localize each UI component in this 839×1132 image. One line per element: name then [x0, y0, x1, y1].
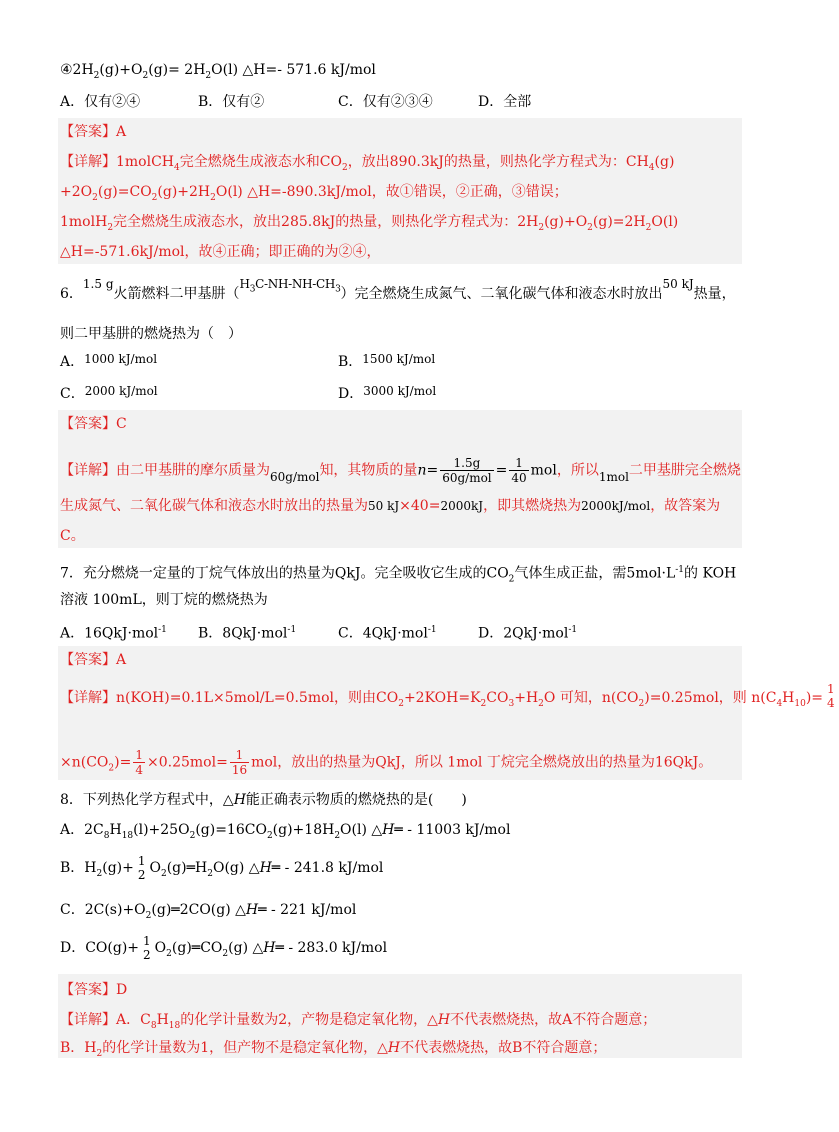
q7-option-c: C．4QkJ·mol$^{-1}$	[338, 625, 437, 642]
q7-option-a: A．16QkJ·mol$^{-1}$	[60, 625, 167, 642]
q8-option-b: B．$H_2(g)+$ 1 2 $O_2(g)═H_2O(g)$ △H═ - 241.8 kJ/mol	[60, 854, 384, 882]
q5-option-c: C．仅有②③④	[338, 94, 433, 110]
q6-detail-line3: C。	[60, 528, 85, 544]
q6-option-a: A．1000 kJ/mol	[60, 352, 158, 370]
q8-detail-line1: 【详解】A．$C_8H_{18}$的化学计量数为2，产物是稳定氧化物，△H不代表燃烧热，故A不符合题意；	[60, 1012, 657, 1031]
q5-detail-line3: 1molH$_2$完全燃烧生成液态水，放出285.8kJ的热量，则热化学方程式为：$2H_2(g)+O_2(g)=2H_2O(l)$	[60, 214, 679, 233]
q7-detail-line2: $\times n(CO_2)=$ $\frac{1}{4}$ ×0.25mol= $\frac{1}{16}$ mol，放出的热量为QkJ，所以 1mol 丁烷完全燃烧放出的热量为16QkJ。	[60, 748, 713, 777]
q6-detail-line2: 生成氮气、二氧化碳气体和液态水时放出的热量为50 kJ×40=2000kJ，即其燃烧热为2000kJ/mol，故答案为	[60, 498, 721, 514]
q8-option-a: A．$2C_8H_{18}(l)+25O_2(g)=16CO_2(g)+18H_2O(l)$ △H═ - 11003 kJ/mol	[60, 822, 511, 841]
q8-option-d: D．CO(g)+ 1 2 $O_2(g)═CO_2(g)$ △H═ - 283.0 kJ/mol	[60, 934, 388, 962]
q6-option-c: C．2000 kJ/mol	[60, 384, 158, 402]
q6-option-d: D．3000 kJ/mol	[338, 384, 437, 402]
q5-option-a: A．仅有②④	[60, 94, 141, 110]
q6-option-b: B．1500 kJ/mol	[338, 352, 436, 370]
q7-option-b: B．8QkJ·mol$^{-1}$	[198, 625, 297, 642]
q8-answer: 【答案】D	[60, 982, 128, 998]
q5-option-d: D．全部	[478, 94, 532, 110]
q7-detail-line1: 【详解】n(KOH)=0.1L×5mol/L=0.5mol，则由$CO_2+2KOH=K_2CO_3+H_2O$ 可知，$n(CO_2)=0.25mol$，则 $n(C_4H_{10})=$ 1 4	[60, 682, 835, 710]
q7-answer: 【答案】A	[60, 652, 127, 668]
q5-option-b: B．仅有②	[198, 94, 265, 110]
q5-answer: 【答案】A	[60, 124, 127, 140]
q8-detail-line2: B．$H_2$的化学计量数为1，但产物不是稳定氧化物，△H不代表燃烧热，故B不符合题意；	[60, 1040, 607, 1059]
q6-stem-line2: 则二甲基肼的燃烧热为（ ）	[60, 326, 242, 342]
q8-option-c: C．$2C(s)+O_2(g)═2CO(g)$ △H═ - 221 kJ/mol	[60, 902, 357, 921]
q6-answer: 【答案】C	[60, 416, 127, 432]
q6-detail-line1: 【详解】由二甲基肼的摩尔质量为60g/mol知，其物质的量n= $\frac{1.5g}{\text{60g/mol}}$ = $\frac{1}{40}$ mol，所以1mol二甲基肼完全燃烧	[60, 456, 741, 485]
q5-detail-line1: 【详解】1molCH$_4$完全燃烧生成液态水和$CO_2$，放出890.3kJ的热量，则热化学方程式为：$CH_4(g)$	[60, 154, 675, 173]
q7-stem-line1: 7．充分燃烧一定量的丁烷气体放出的热量为QkJ。完全吸收它生成的$CO_2$气体生成正盐，需$5mol\cdot L^{-1}$的 KOH	[60, 565, 737, 585]
q7-stem-line2: 溶液 100mL，则丁烷的燃烧热为	[60, 592, 268, 608]
q6-stem-line1: 6．1.5 g火箭燃料二甲基肼$(H_3C-NH-NH-CH_3)$完全燃烧生成氮气、二氧化碳气体和液态水时放出50 kJ热量，	[60, 277, 736, 302]
q8-stem: 8．下列热化学方程式中，△H能正确表示物质的燃烧热的是( )	[60, 792, 467, 808]
q5-detail-line4: △H=-571.6kJ/mol，故④正确；即正确的为②④，	[60, 244, 381, 260]
q7-option-d: D．2QkJ·mol$^{-1}$	[478, 625, 578, 642]
q5-detail-line2: $+2O_2(g)=CO_2(g)+2H_2O(l)$ △H=-890.3kJ/mol，故①错误，②正确，③错误；	[60, 184, 568, 203]
q5-equation-4: $④2H_2(g)+O_2(g)= 2H_2O(l)$ △H=- 571.6 kJ/mol	[60, 62, 376, 81]
